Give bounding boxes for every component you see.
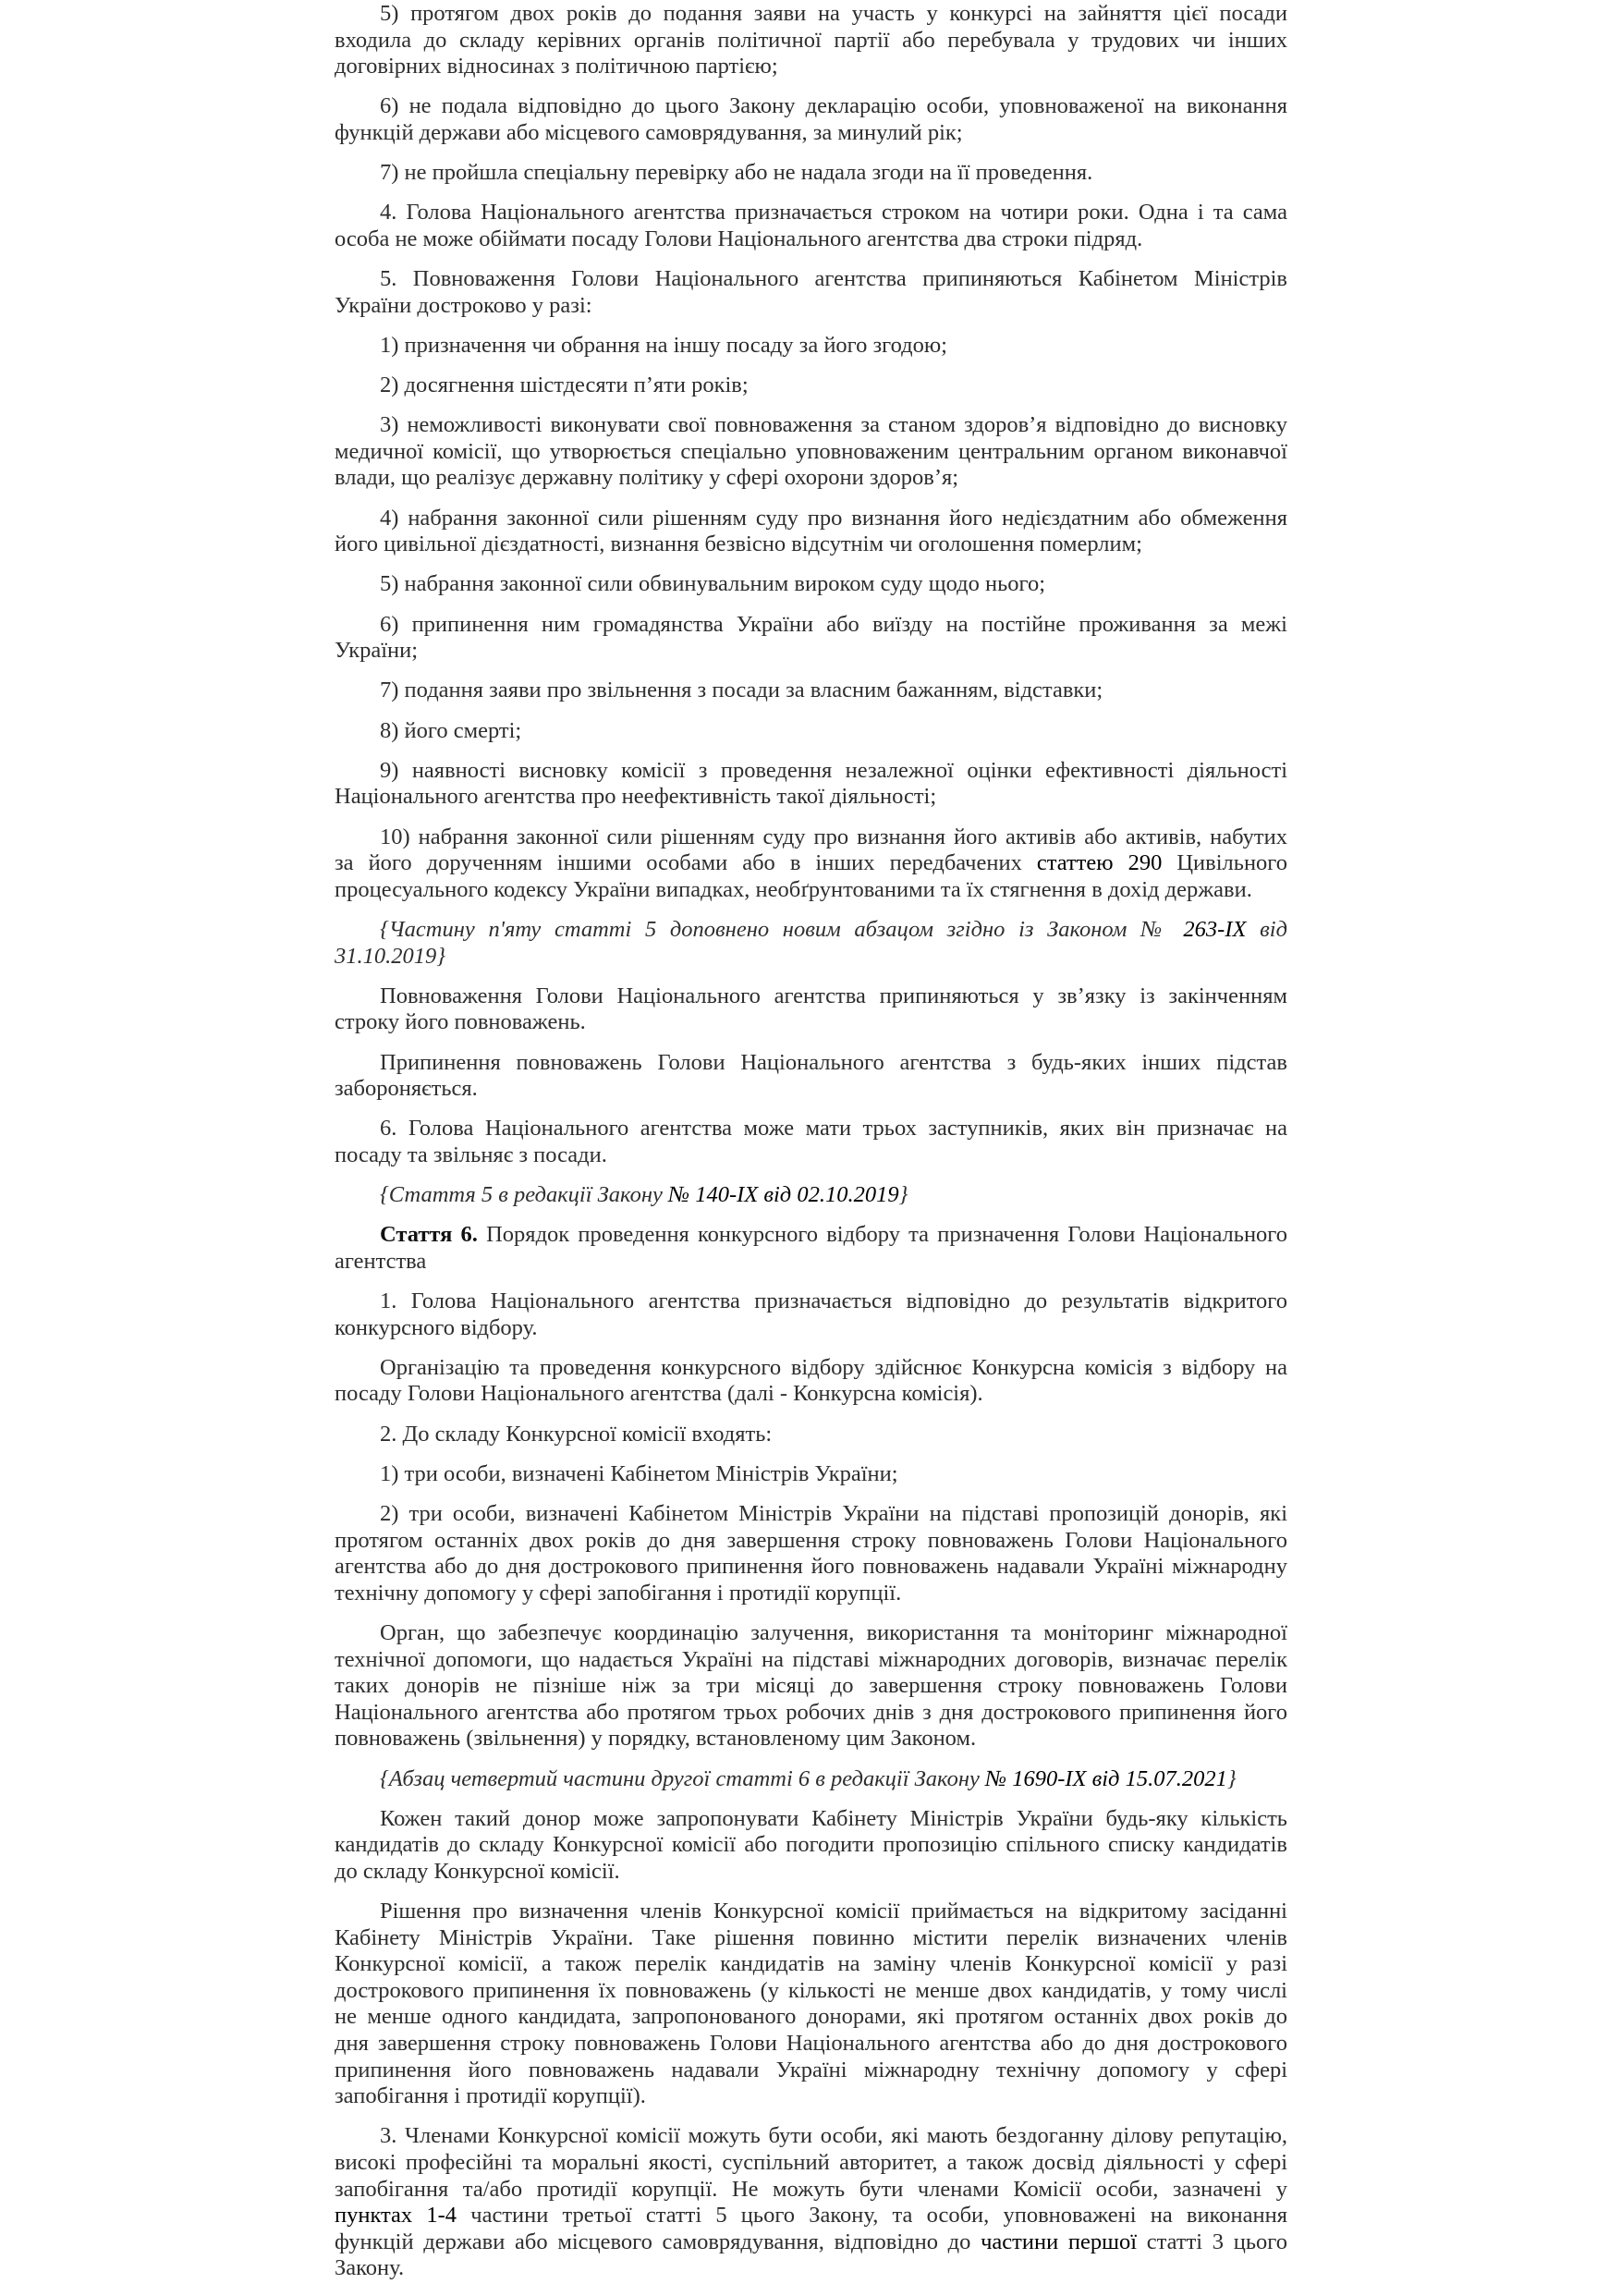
text-line [335,333,1287,360]
text-segment: 5. Повноваження Голови Національного агентства припиняються Кабінетом Міністрів [380,266,1287,292]
text-segment: припинення його повноважень надавали Україні міжнародну технічну допомогу у сфері [335,2057,1287,2082]
text-segment: його цивільної дієздатності, визнання безвісно відсутнім чи оголошення померлим; [335,531,1142,557]
text-line [335,944,1287,971]
text-segment: договірних відносинах з політичною партією; [335,54,778,79]
text-line [335,1620,1287,1647]
text-line [335,1009,1287,1036]
paragraph [335,333,1287,360]
text-segment: посаду Голови Національного агентства (далі - Конкурсна комісія). [335,1381,983,1407]
text-segment: Припинення повноважень Голови Національного агентства з будь-яких інших підстав [380,1049,1287,1075]
text-segment: Закону. [335,2255,405,2281]
paragraph [335,678,1287,704]
text-segment: 2) три особи, визначені Кабінетом Міністрів України на підставі пропозицій донорів, які [380,1500,1287,1526]
paragraph [335,1355,1287,1408]
text-line [335,1288,1287,1315]
text-line [335,1925,1287,1952]
paragraph [335,1422,1287,1448]
text-line [335,2004,1287,2031]
text-line [335,2031,1287,2058]
paragraph [335,1,1287,80]
paragraph [335,160,1287,187]
paragraph [335,983,1287,1036]
text-line [335,2177,1287,2204]
text-line [335,372,1287,399]
text-segment: 7) не пройшла спеціальну перевірку або не надала згоди на її проведення. [380,160,1093,186]
text-segment: Конкурсної комісії, а також перелік кандидатів на заміну членів Конкурсної комісії у разі [335,1951,1287,1977]
amendment-note [335,917,1287,970]
text-segment: Організацію та проведення конкурсного відбору здійснює Конкурсна комісія з відбору на [380,1354,1287,1380]
text-line [335,1076,1287,1103]
text-segment: 7) подання заяви про звільнення з посади за власним бажанням, відставки; [380,678,1103,703]
text-line [335,2083,1287,2110]
text-line [335,718,1287,745]
text-line [335,2255,1287,2282]
text-segment: технічну допомогу у сфері запобігання і протидії корупції. [335,1580,902,1606]
text-segment: Повноваження Голови Національного агентства припиняються у зв’язку із закінченням [380,983,1287,1008]
text-segment: дня завершення строку повноважень Голови Національного агентства або до дня дострокового [335,2031,1287,2057]
text-segment: 31.10.2019} [335,943,446,969]
paragraph [335,571,1287,598]
text-segment: входила до складу керівних органів політичної партії або перебувала у трудових чи інших [335,27,1287,53]
text-segment: 3. Членами Конкурсної комісії можуть бути особи, які мають бездоганну ділову репутацію, [380,2123,1287,2149]
text-line [335,2150,1287,2177]
text-line [335,439,1287,466]
text-segment: Цивільного [1162,850,1287,876]
text-segment: 8) його смерті; [380,717,522,743]
paragraph [335,758,1287,811]
paragraph [335,2123,1287,2282]
text-segment: Кожен такий донор може запропонувати Кабінету Міністрів України будь-яку кількість [380,1805,1287,1831]
text-segment: агентства або до дня дострокового припинення його повноважень надавали Україні міжнародну [335,1554,1287,1580]
text-line [335,54,1287,80]
text-segment: агентства [335,1248,427,1274]
text-segment: 1) призначення чи обрання на іншу посаду за його згодою; [380,332,947,358]
text-segment: за його дорученням іншими особами або в інших передбачених [335,850,1037,876]
text-segment: {Частину п'яту статті 5 доповнено новим абзацом згідно із Законом № [380,916,1184,942]
text-line [335,612,1287,639]
text-line [335,506,1287,532]
text-line [335,412,1287,439]
text-line [335,1182,1287,1209]
text-line [335,28,1287,55]
text-line [335,1422,1287,1448]
law-reference-link[interactable]: 263-IX [1183,916,1247,942]
paragraph [335,412,1287,492]
text-segment: протягом останніх двох років до дня завершення строку повноважень Голови Національного [335,1527,1287,1553]
paragraph [335,200,1287,252]
text-line [335,531,1287,558]
paragraph [335,824,1287,904]
text-line [335,1,1287,28]
text-line [335,1116,1287,1142]
text-line [335,1381,1287,1408]
text-line [335,877,1287,904]
article-heading-label: Стаття 6. [380,1222,478,1248]
text-line [335,638,1287,665]
text-segment: строку його повноважень. [335,1009,586,1035]
text-line [335,1806,1287,1833]
text-line [335,2229,1287,2256]
text-line [335,1978,1287,2005]
text-segment: Національного агентства або протягом трьох робочих днів з дня дострокового припинення його [335,1699,1287,1725]
text-line [335,758,1287,785]
paragraph [335,1222,1287,1275]
text-segment: кандидатів до складу Конкурсної комісії або погодити пропозицію спільного списку кандидатів [335,1832,1287,1858]
text-line [335,824,1287,851]
law-reference-link[interactable]: № 1690-IX від 15.07.2021 [984,1765,1227,1791]
text-segment: України достроково у разі: [335,292,592,318]
text-line [335,1050,1287,1077]
text-segment: повноважень (звільнення) у порядку, встановленому цим Законом. [335,1726,977,1752]
text-segment: 1) три особи, визначені Кабінетом Міністрів України; [380,1460,898,1486]
text-line [335,850,1287,877]
paragraph [335,718,1287,745]
text-segment: 3) неможливості виконувати свої повноваження за станом здоров’я відповідно до висновку [380,412,1287,438]
text-segment: статті 3 цього [1137,2229,1287,2254]
text-segment: Рішення про визначення членів Конкурсної комісії приймається на відкритому засіданні [380,1899,1287,1924]
text-line [335,1249,1287,1276]
text-line [335,678,1287,704]
paragraph [335,1501,1287,1606]
text-line [335,983,1287,1010]
text-segment: 10) набрання законної сили рішенням суду про визнання його активів або активів, набутих [380,824,1287,849]
text-segment: 2. До складу Конкурсної комісії входять: [380,1421,773,1447]
text-line [335,1673,1287,1700]
amendment-note [335,1766,1287,1793]
amendment-note [335,1182,1287,1209]
text-segment: Порядок проведення конкурсного відбору та призначення Голови Національного [477,1222,1287,1248]
text-segment: Кабінету Міністрів України. Таке рішення повинно містити перелік визначених членів [335,1924,1287,1950]
text-line [335,2203,1287,2229]
text-segment: 6) не подала відповідно до цього Закону декларацію особи, уповноваженої на виконання [380,93,1287,119]
text-segment: функцій держави або місцевого самоврядування, відповідно до [335,2229,981,2254]
text-segment: технічної допомоги, що надається Україні на підставі міжнародних договорів, визначає перелік [335,1646,1287,1672]
text-line [335,226,1287,253]
text-segment: особа не може обіймати посаду Голови Національного агентства два строки підряд. [335,226,1143,251]
text-line [335,1859,1287,1886]
text-segment: конкурсного відбору. [335,1314,538,1340]
paragraph [335,372,1287,399]
law-reference-link[interactable]: пунктах 1-4 [335,2203,457,2229]
text-line [335,200,1287,226]
text-segment: процесуального кодексу України випадках, необґрунтованими та їх стягнення в дохід держави. [335,876,1252,902]
text-segment: забороняється. [335,1076,478,1102]
text-line [335,1501,1287,1528]
text-segment: 6) припинення ним громадянства України або виїзду на постійне проживання за межі [380,611,1287,637]
text-segment: Орган, що забезпечує координацію залучення, використання та моніторинг міжнародної [380,1619,1287,1645]
text-segment: 9) наявності висновку комісії з проведення незалежної оцінки ефективності діяльності [380,757,1287,783]
text-line [335,2123,1287,2150]
text-segment: } [898,1182,908,1208]
text-line [335,1315,1287,1342]
text-segment: влади, що реалізує державну політику у сфері охорони здоров’я; [335,465,959,491]
text-line [335,465,1287,492]
text-segment: посаду та звільняє з посади. [335,1142,607,1167]
paragraph [335,1620,1287,1753]
text-line [335,571,1287,598]
text-segment: від [1246,916,1287,942]
text-line [335,1355,1287,1382]
text-segment: запобігання та/або протидії корупції. Не можуть бути членами Комісії особи, зазначені у [335,2176,1287,2202]
text-segment: таких донорів не пізніше ніж за три місяці до завершення строку повноважень Голови [335,1673,1287,1699]
law-reference-link[interactable]: статтею 290 [1036,850,1163,876]
text-segment: 2) досягнення шістдесяти п’яти років; [380,372,749,398]
text-line [335,266,1287,293]
text-segment: {Стаття 5 в редакції Закону [380,1182,668,1208]
text-line [335,1461,1287,1488]
text-line [335,2058,1287,2084]
paragraph [335,1116,1287,1168]
text-segment: 1. Голова Національного агентства призначається відповідно до результатів відкритого [380,1288,1287,1314]
text-segment: України; [335,638,419,664]
paragraph [335,266,1287,319]
text-segment: не менше одного кандидата, запропонованого донорами, які протягом останніх двох років до [335,2004,1287,2030]
text-line [335,1528,1287,1555]
text-line [335,160,1287,187]
text-line [335,1222,1287,1249]
text-line [335,1899,1287,1925]
text-segment: дострокового припинення їх повноважень (у кількості не менше двох кандидатів, у тому числі [335,1977,1287,2003]
paragraph [335,1899,1287,2110]
text-segment: до складу Конкурсної комісії. [335,1858,620,1884]
text-line [335,1142,1287,1169]
text-line [335,120,1287,147]
document-page [335,1,1287,2296]
paragraph [335,506,1287,558]
text-segment: } [1226,1765,1237,1791]
text-line [335,1726,1287,1753]
text-line [335,1581,1287,1607]
paragraph [335,1461,1287,1488]
paragraph [335,1288,1287,1341]
text-segment: запобігання і протидії корупції). [335,2083,646,2109]
text-segment: медичної комісії, що утворюється спеціально уповноваженим центральним органом виконавчої [335,438,1287,464]
text-line [335,1832,1287,1859]
text-line [335,1700,1287,1727]
text-line [335,293,1287,320]
text-line [335,1554,1287,1581]
text-segment: високі професійні та моральні якості, суспільний авторитет, а також досвід діяльності у сфері [335,2150,1287,2175]
text-line [335,784,1287,811]
paragraph [335,612,1287,665]
text-segment: 5) набрання законної сили обвинувальним вироком суду щодо нього; [380,571,1046,597]
text-line [335,1647,1287,1674]
text-segment: 4. Голова Національного агентства призначається строком на чотири роки. Одна і та сама [380,200,1287,226]
text-segment: функцій держави або місцевого самоврядування, за минулий рік; [335,119,963,145]
text-segment: Національного агентства про неефективність такої діяльності; [335,784,937,810]
law-reference-link[interactable]: частини першої [981,2229,1138,2254]
text-segment: {Абзац четвертий частини другої статті 6 в редакції Закону [380,1765,985,1791]
law-reference-link[interactable]: № 140-IX від 02.10.2019 [667,1182,899,1208]
text-line [335,917,1287,944]
text-segment: частини третьої статті 5 цього Закону, та особи, уповноважені на виконання [457,2203,1287,2229]
paragraph [335,93,1287,146]
text-line [335,1766,1287,1793]
paragraph [335,1050,1287,1103]
text-line [335,93,1287,120]
text-line [335,1951,1287,1978]
text-segment: 5) протягом двох років до подання заяви на участь у конкурсі на зайняття цієї посади [380,1,1287,26]
text-segment: 6. Голова Національного агентства може мати трьох заступників, яких він призначає на [380,1116,1287,1142]
paragraph [335,1806,1287,1886]
text-segment: 4) набрання законної сили рішенням суду про визнання його недієздатним або обмеження [380,505,1287,531]
